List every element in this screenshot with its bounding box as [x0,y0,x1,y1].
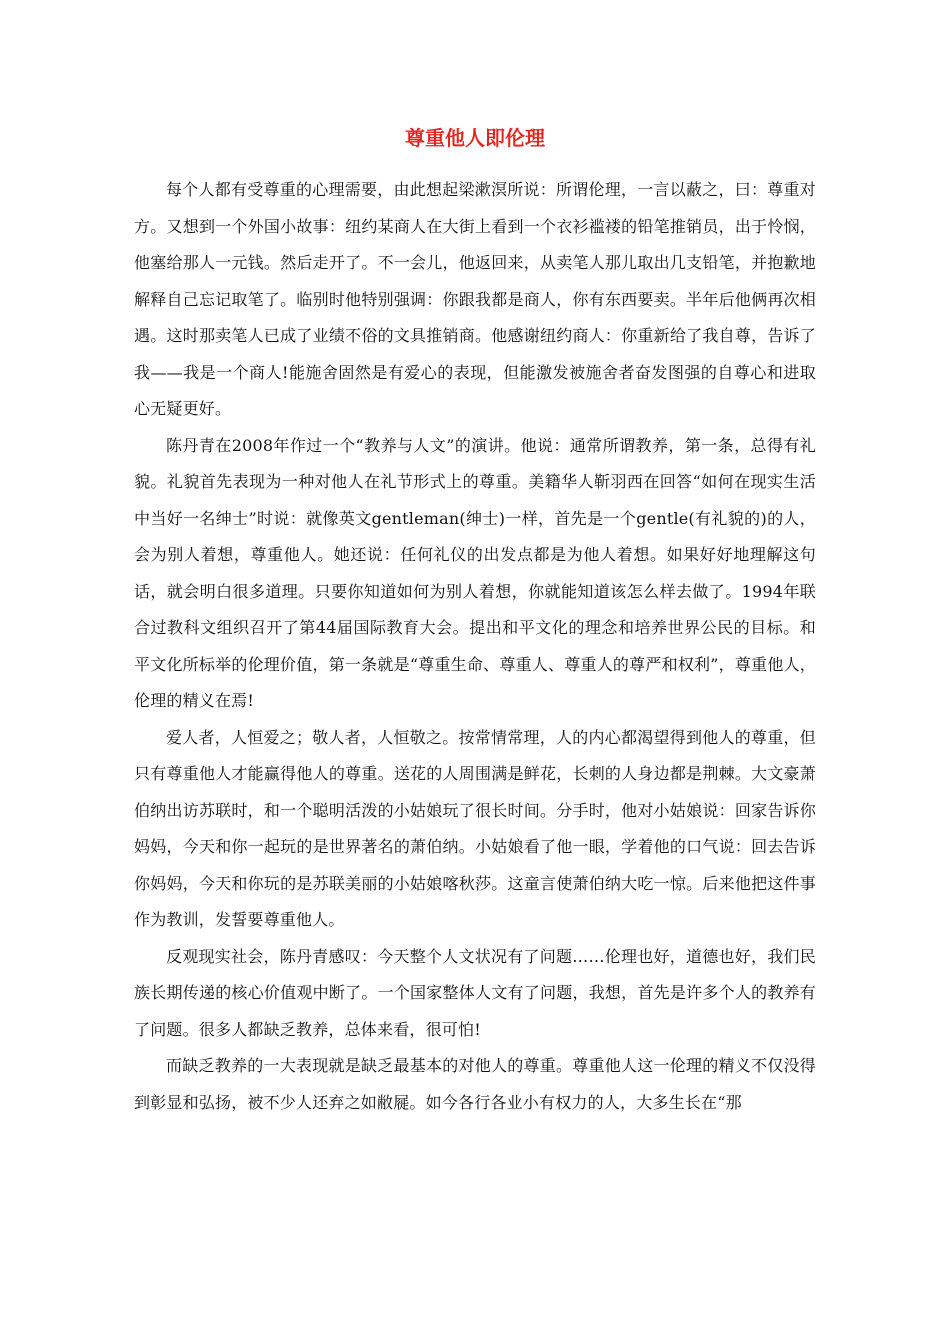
paragraph-1: 每个人都有受尊重的心理需要，由此想起梁漱溟所说：所谓伦理，一言以蔽之，曰：尊重对方。又想到一个外国小故事：纽约某商人在大街上看到一个衣衫褴褛的铅笔推销员，出于怜悯，他塞给那人一元钱。然后走开了。不一会儿，他返回来，从卖笔人那儿取出几支铅笔，并抱歉地解释自己忘记取笔了。临别时他特别强调：你跟我都是商人，你有东西要卖。半年后他俩再次相遇。这时那卖笔人已成了业绩不俗的文具推销商。他感谢纽约商人：你重新给了我自尊，告诉了我——我是一个商人!能施舍固然是有爱心的表现，但能激发被施舍者奋发图强的自尊心和进取心无疑更好。 [134,180,816,418]
paragraph-5: 而缺乏教养的一大表现就是缺乏最基本的对他人的尊重。尊重他人这一伦理的精义不仅没得到彰显和弘扬，被不少人还弃之如敝屣。如今各行各业小有权力的人，大多生长在“那 [134,1056,816,1112]
paragraph-2: 陈丹青在2008年作过一个“教养与人文”的演讲。他说：通常所谓教养，第一条，总得有礼貌。礼貌首先表现为一种对他人在礼节形式上的尊重。美籍华人靳羽西在回答“如何在现实生活中当好一名绅士”时说：就像英文gentleman(绅士)一样，首先是一个gentle(有礼貌的)的人，会为别人着想，尊重他人。她还说：任何礼仪的出发点都是为他人着想。如果好好地理解这句话，就会明白很多道理。只要你知道如何为别人着想，你就能知道该怎么样去做了。1994年联合过教科文组织召开了第44届国际教育大会。提出和平文化的理念和培养世界公民的目标。和平文化所标举的伦理价值，第一条就是“尊重生命、尊重人、尊重人的尊严和权利”，尊重他人，伦理的精义在焉! [134,435,816,710]
paragraph-3: 爱人者，人恒爱之；敬人者，人恒敬之。按常情常理，人的内心都渴望得到他人的尊重，但只有尊重他人才能赢得他人的尊重。送花的人周围满是鲜花，长刺的人身边都是荆棘。大文豪萧伯纳出访苏联时，和一个聪明活泼的小姑娘玩了很长时间。分手时，他对小姑娘说：回家告诉你妈妈，今天和你一起玩的是世界著名的萧伯纳。小姑娘看了他一眼，学着他的口气说：回去告诉你妈妈，今天和你玩的是苏联美丽的小姑娘喀秋莎。这童言使萧伯纳大吃一惊。后来他把这件事作为教训，发誓要尊重他人。 [134,727,816,929]
document-title: 尊重他人即伦理 [405,126,545,150]
paragraph-4: 反观现实社会，陈丹青感叹：今天整个人文状况有了问题……伦理也好，道德也好，我们民族长期传递的核心价值观中断了。一个国家整体人文有了问题，我想，首先是许多个人的教养有了问题。很多人都缺乏教养，总体来看，很可怕! [134,946,816,1039]
